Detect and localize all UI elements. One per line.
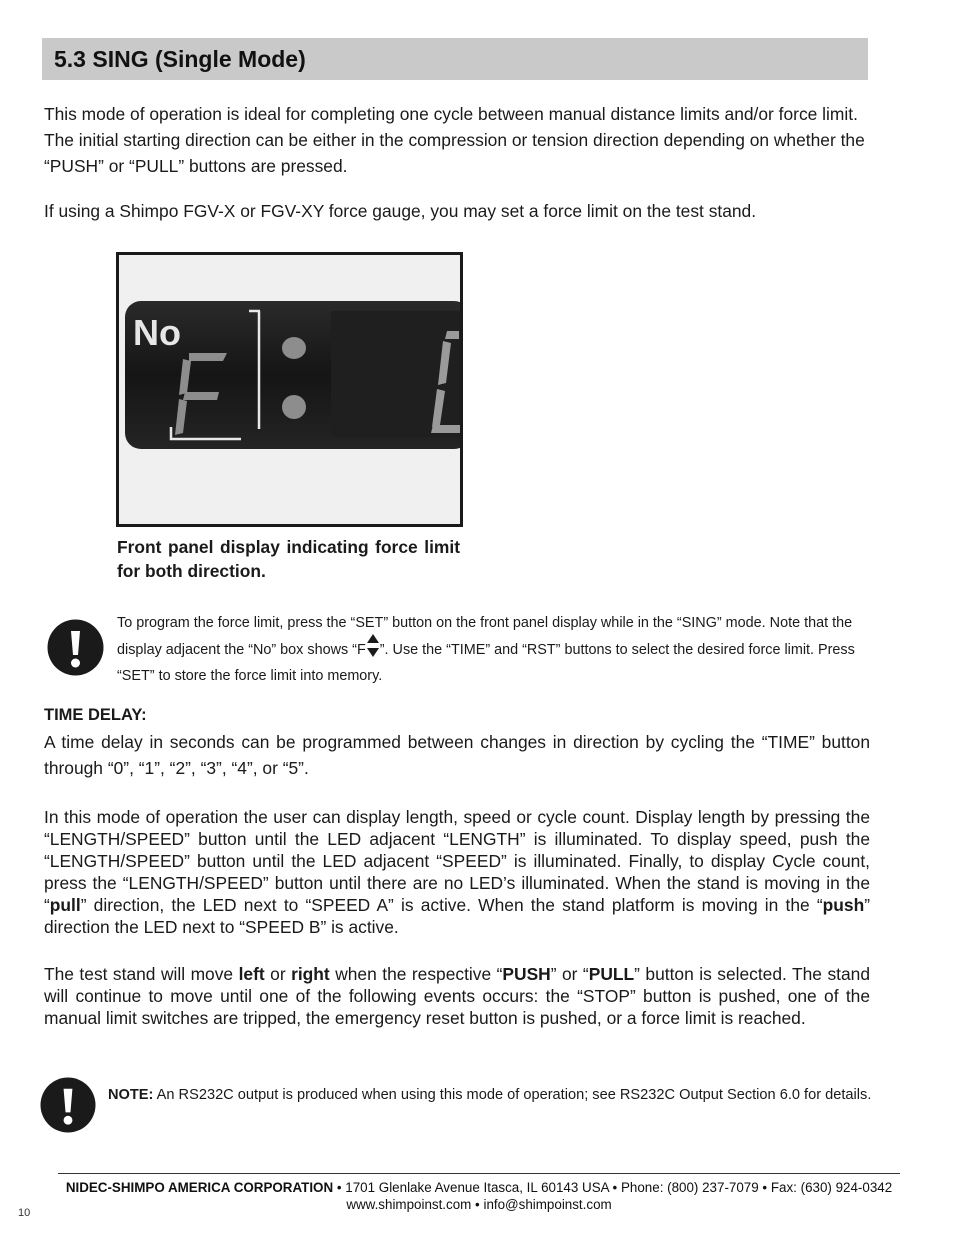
intro-paragraph-1: This mode of operation is ideal for completing one cycle between manual distance limits and/or force limit. The initial starting direction can be either in the compression or tension direction depending on whether the “PUSH” or “PULL” buttons are pressed.	[44, 104, 865, 176]
display-text-1: In this mode of operation the user can display length, speed or cycle count. Display length by pressing the “LENGTH/SPEED” button until the LED adjacent “LENGTH” is illuminated. To display speed, push the “LENGTH/SPEED” button until the LED adjacent “SPEED” is illuminated. Finally, to display Cycle count, press the “LENGTH/SPEED” button until there are no LED’s illuminated. When the stand is moving in the “	[44, 807, 870, 915]
movement-bold-push: PUSH	[502, 964, 551, 984]
figure-caption: Front panel display indicating force limit for both direction.	[117, 537, 460, 581]
force-limit-note-text-2: ”. Use the “TIME” and “RST” buttons to select the desired force limit. Press “SET” to store the force limit into memory.	[117, 642, 855, 684]
movement-text-4: ” or “	[550, 964, 589, 984]
time-delay-heading: TIME DELAY:	[44, 706, 147, 724]
force-limit-note	[117, 612, 865, 687]
section-heading-bar	[42, 38, 868, 80]
movement-text-5: ” button is selected. The stand will continue to move until one of the following events occurs: the “STOP” button is pushed, one of the manual limit switches are tripped, the emergency reset button is pushed, or a force limit is reached.	[44, 964, 870, 1028]
movement-bold-pull: PULL	[588, 964, 635, 984]
footer-separator: •	[758, 1180, 771, 1195]
footer-contact-line	[58, 1179, 900, 1197]
display-text-3: ” direction the LED next to “SPEED B” is active.	[44, 895, 870, 937]
colon-lower-dot	[282, 395, 306, 419]
exclamation-icon	[40, 1077, 96, 1133]
footer-website-link[interactable]: www.shimpoinst.com	[346, 1197, 472, 1212]
display-text-2: ” direction, the LED next to “SPEED A” is active. When the stand platform is moving in the “	[80, 895, 823, 915]
movement-text-3: when the respective “	[329, 964, 503, 984]
footer-phone: Phone: (800) 237-7079	[620, 1180, 759, 1195]
intro-paragraph-2: If using a Shimpo FGV-X or FGV-XY force gauge, you may set a force limit on the test stand.	[44, 201, 757, 221]
time-delay-paragraph: A time delay in seconds can be programmed between changes in direction by cycling the “TIME” button through “0”, “1”, “2”, “3”, “4”, or “5”.	[44, 732, 870, 778]
display-bold-push: push	[822, 895, 865, 915]
footer-rule	[58, 1173, 900, 1174]
footer-fax: Fax: (630) 924-0342	[770, 1180, 893, 1195]
rs232c-note-text: An RS232C output is produced when using this mode of operation; see RS232C Output Section 6.0 for details.	[153, 1087, 872, 1103]
footer-separator: •	[471, 1197, 484, 1212]
footer-web-line	[58, 1196, 900, 1214]
movement-bold-left: left	[238, 964, 265, 984]
rs232c-note	[108, 1084, 872, 1106]
footer-address: 1701 Glenlake Avenue Itasca, IL 60143 USA	[345, 1180, 609, 1195]
movement-bold-right: right	[291, 964, 330, 984]
footer-separator: •	[608, 1180, 621, 1195]
footer-company: NIDEC-SHIMPO AMERICA CORPORATION	[65, 1180, 334, 1195]
front-panel-photo	[116, 252, 463, 527]
page-number: 10	[18, 1207, 31, 1219]
section-title: 5.3 SING (Single Mode)	[54, 46, 306, 72]
up-down-arrow-icon	[367, 634, 379, 665]
colon-upper-dot	[282, 337, 306, 359]
exclamation-icon	[47, 619, 104, 676]
movement-paragraph	[44, 963, 870, 1029]
movement-text-1: The test stand will move	[44, 964, 239, 984]
footer-email-link[interactable]: info@shimpoinst.com	[483, 1197, 612, 1212]
movement-text-2: or	[264, 964, 292, 984]
note-label: NOTE:	[108, 1087, 154, 1103]
force-limit-note-text-1: To program the force limit, press the “SET” button on the front panel display while in the “SING” mode. Note that the display adjacent the “No” box shows “F	[117, 615, 853, 658]
panel-no-label: No	[133, 312, 181, 353]
footer-separator: •	[333, 1180, 346, 1195]
display-mode-paragraph	[44, 806, 870, 938]
front-panel-display-image	[119, 255, 460, 524]
display-bold-pull: pull	[49, 895, 81, 915]
